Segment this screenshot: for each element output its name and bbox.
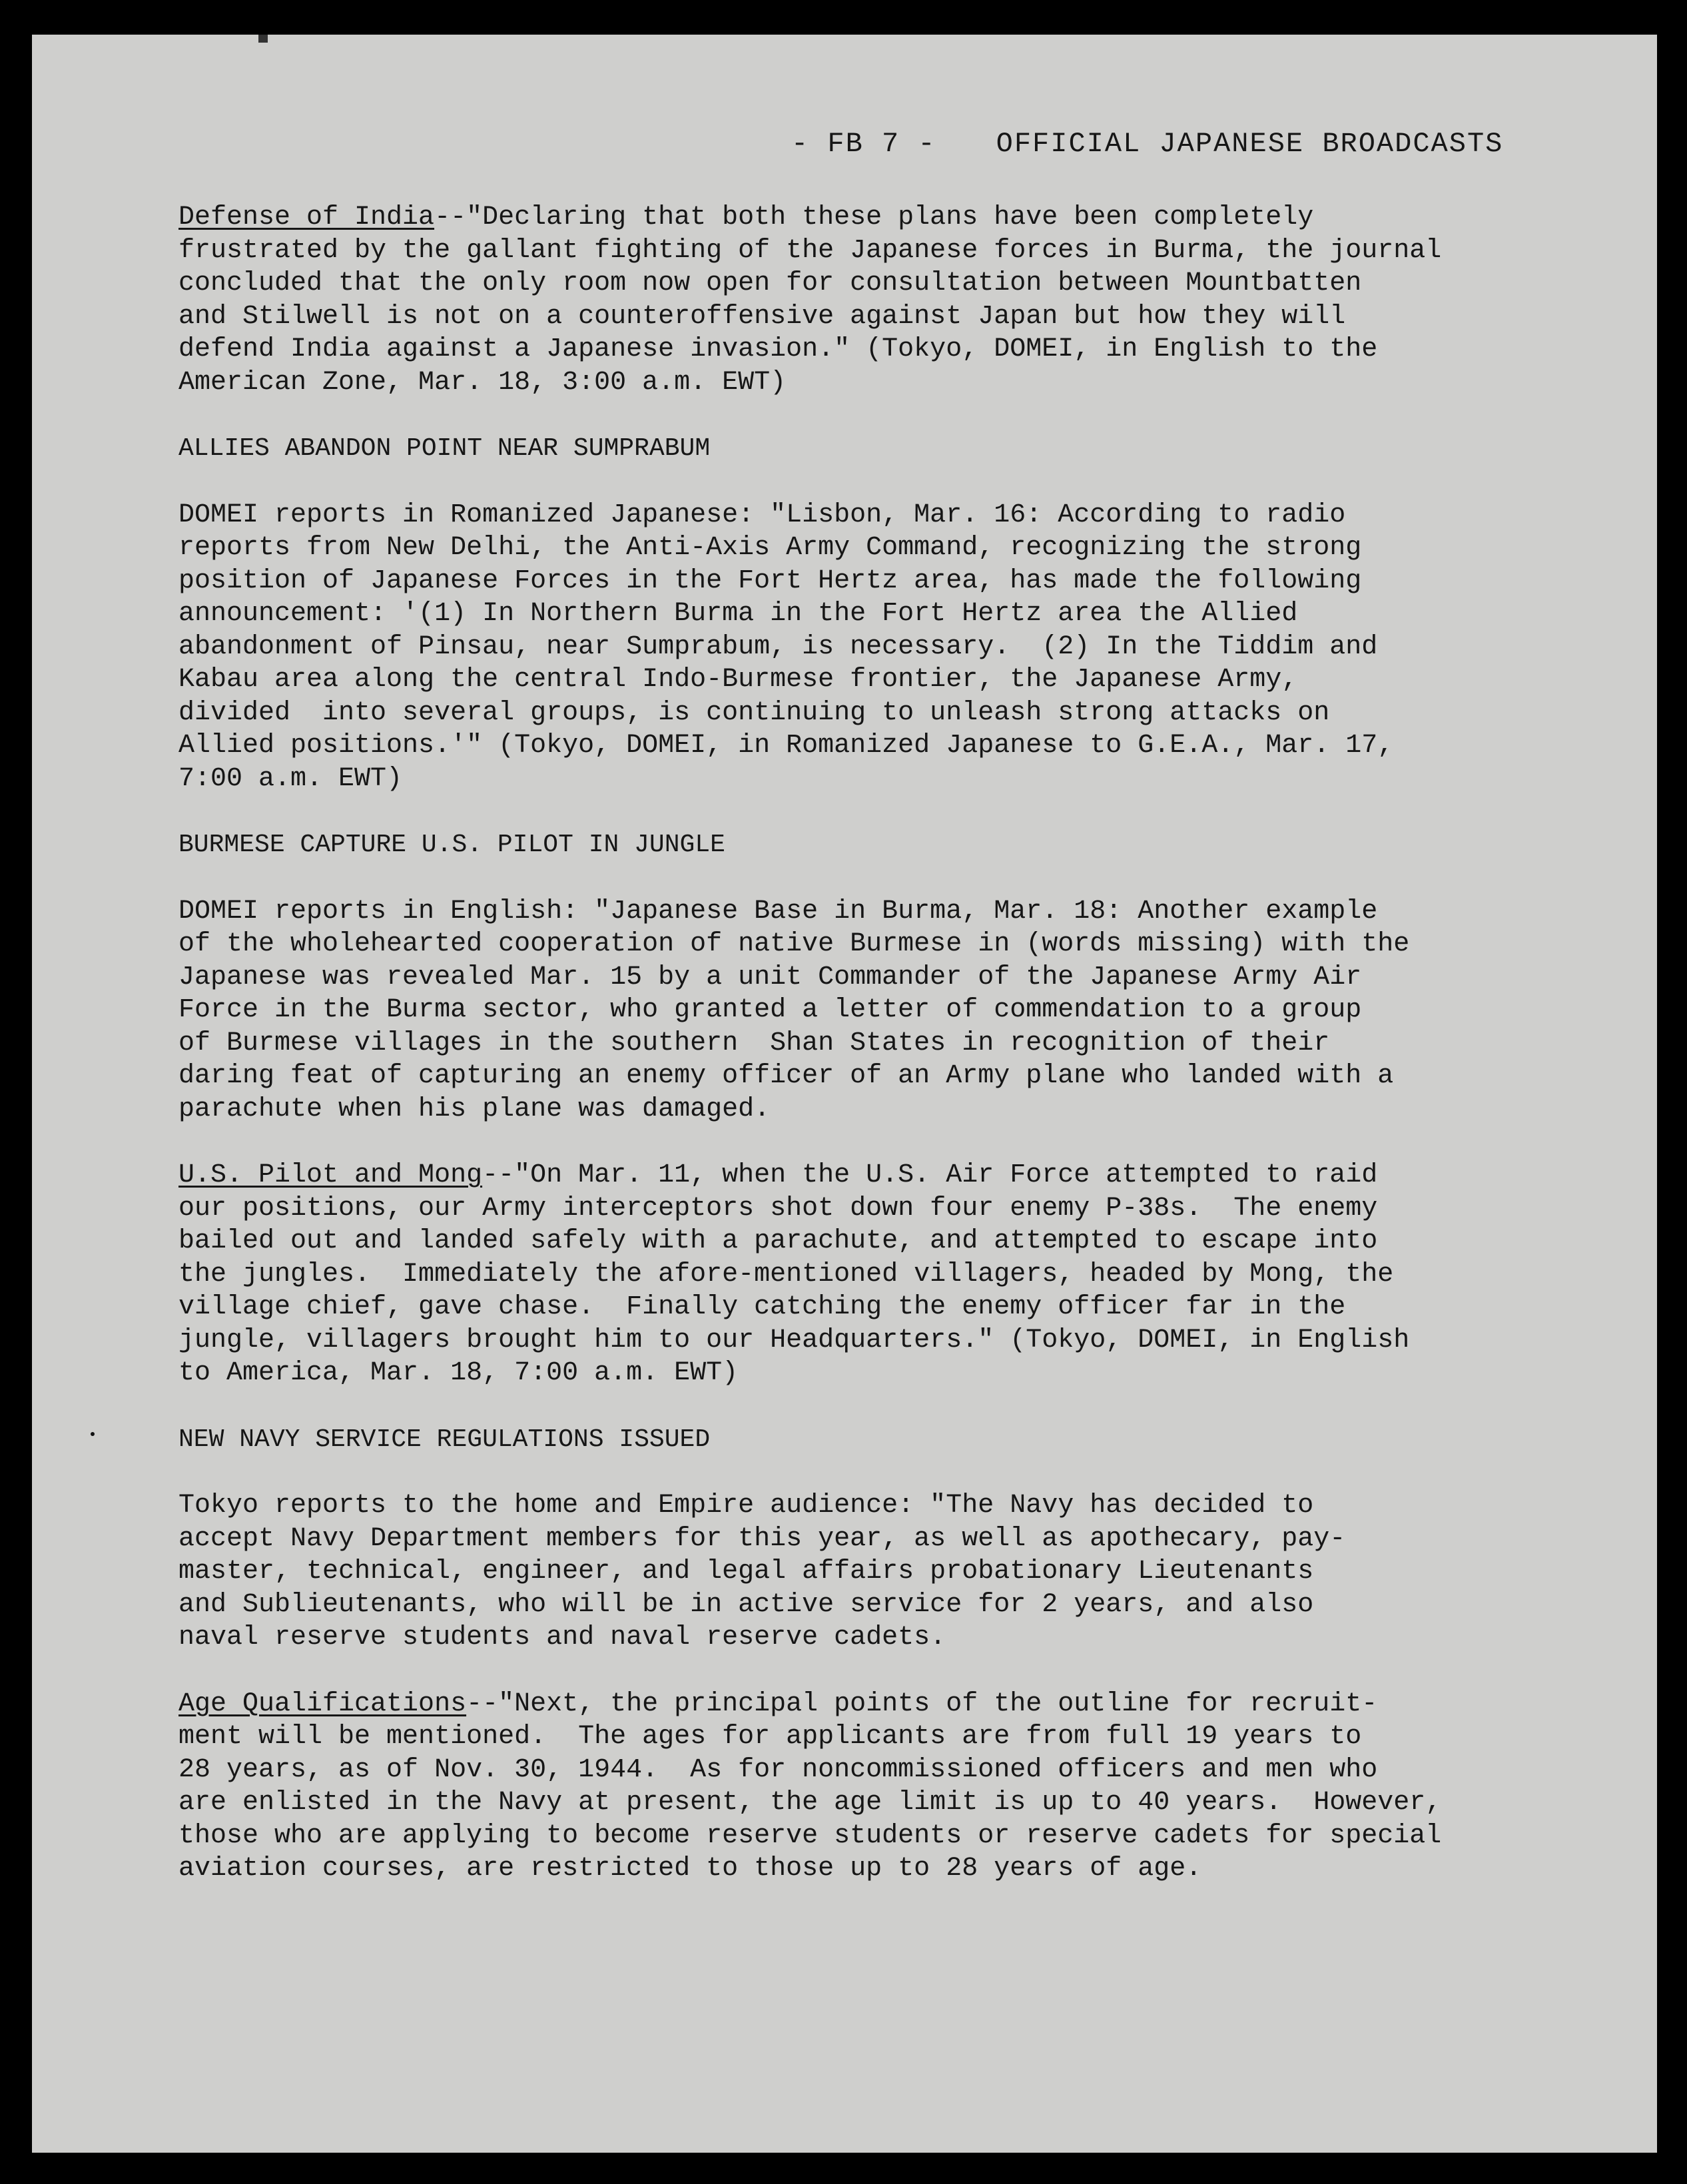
document-page — [32, 35, 1657, 2153]
page-title: OFFICIAL JAPANESE BROADCASTS — [996, 128, 1504, 160]
text-line: village chief, gave chase. Finally catching the enemy officer far in the — [178, 1292, 1346, 1322]
text-line: ment will be mentioned. The ages for applicants are from full 19 years to — [178, 1722, 1362, 1752]
section-heading-navy-regulations: NEW NAVY SERVICE REGULATIONS ISSUED — [178, 1425, 711, 1454]
paragraph-lead-age-qualifications: Age Qualifications — [178, 1688, 467, 1719]
paragraph-lead-defense-of-india: Defense of India — [178, 202, 435, 232]
text-line: and Stilwell is not on a counteroffensive against Japan but how they will — [178, 301, 1346, 332]
page-number: - FB 7 - — [791, 128, 936, 160]
text-line: concluded that the only room now open for consultation between Mountbatten — [178, 268, 1362, 298]
text-line: reports from New Delhi, the Anti-Axis Army Command, recognizing the strong — [178, 533, 1362, 563]
text-line: defend India against a Japanese invasion." (Tokyo, DOMEI, in English to the — [178, 334, 1378, 364]
text-line: abandonment of Pinsau, near Sumprabum, is necessary. (2) In the Tiddim and — [178, 631, 1378, 662]
text-line: of the wholehearted cooperation of native Burmese in (words missing) with the — [178, 929, 1410, 959]
text-line: and Sublieutenants, who will be in active service for 2 years, and also — [178, 1589, 1314, 1620]
paragraph-tokyo-navy — [178, 1489, 1584, 1654]
text-line: Allied positions.'" (Tokyo, DOMEI, in Romanized Japanese to G.E.A., Mar. 17, — [178, 731, 1394, 761]
paragraph-domei-english — [178, 895, 1584, 1126]
text-line: Kabau area along the central Indo-Burmese frontier, the Japanese Army, — [178, 665, 1298, 695]
text-line: Age Qualifications--"Next, the principal points of the outline for recruit- — [178, 1688, 1378, 1719]
text-line: Tokyo reports to the home and Empire audience: "The Navy has decided to — [178, 1491, 1314, 1521]
paragraph-defense-of-india — [178, 201, 1584, 399]
text-line: daring feat of capturing an enemy officer of an Army plane who landed with a — [178, 1061, 1394, 1091]
text-line: master, technical, engineer, and legal affairs probationary Lieutenants — [178, 1557, 1314, 1587]
text-line: Japanese was revealed Mar. 15 by a unit Commander of the Japanese Army Air — [178, 962, 1362, 992]
paragraph-lead-us-pilot: U.S. Pilot and Mong — [178, 1160, 483, 1190]
text-line: our positions, our Army interceptors shot down four enemy P-38s. The enemy — [178, 1193, 1378, 1224]
text-line: the jungles. Immediately the afore-mentioned villagers, headed by Mong, the — [178, 1259, 1394, 1289]
film-edge-mark — [258, 35, 268, 43]
page-header — [791, 128, 1503, 160]
text-line: divided into several groups, is continuing to unleash strong attacks on — [178, 697, 1330, 728]
text-line: accept Navy Department members for this year, as well as apothecary, pay- — [178, 1523, 1346, 1554]
text-line: of Burmese villages in the southern Shan States in recognition of their — [178, 1028, 1330, 1058]
paragraph-age-qualifications — [178, 1688, 1584, 1886]
text-line: aviation courses, are restricted to those up to 28 years of age. — [178, 1854, 1202, 1884]
text-line: jungle, villagers brought him to our Headquarters." (Tokyo, DOMEI, in English — [178, 1325, 1410, 1355]
text-line: are enlisted in the Navy at present, the age limit is up to 40 years. However, — [178, 1788, 1442, 1818]
section-heading-allies-abandon: ALLIES ABANDON POINT NEAR SUMPRABUM — [178, 434, 711, 463]
text-line: Defense of India--"Declaring that both these plans have been completely — [178, 202, 1314, 232]
document-body — [178, 201, 1584, 1886]
text-line: U.S. Pilot and Mong--"On Mar. 11, when the U.S. Air Force attempted to raid — [178, 1160, 1378, 1190]
text-line: 28 years, as of Nov. 30, 1944. As for noncommissioned officers and men who — [178, 1754, 1378, 1785]
text-line: DOMEI reports in English: "Japanese Base in Burma, Mar. 18: Another example — [178, 896, 1378, 926]
text-line: DOMEI reports in Romanized Japanese: "Lisbon, Mar. 16: According to radio — [178, 500, 1346, 530]
paragraph-us-pilot-and-mong — [178, 1159, 1584, 1390]
text-line: naval reserve students and naval reserve cadets. — [178, 1623, 946, 1652]
text-line: announcement: '(1) In Northern Burma in the Fort Hertz area the Allied — [178, 599, 1298, 629]
text-line: position of Japanese Forces in the Fort Hertz area, has made the following — [178, 565, 1362, 596]
paragraph-domei-romanized — [178, 499, 1584, 796]
text-line: frustrated by the gallant fighting of the Japanese forces in Burma, the journal — [178, 235, 1442, 266]
ink-speck — [91, 1432, 95, 1436]
text-line: bailed out and landed safely with a parachute, and attempted to escape into — [178, 1226, 1378, 1256]
text-line: Force in the Burma sector, who granted a letter of commendation to a group — [178, 995, 1362, 1025]
text-line: to America, Mar. 18, 7:00 a.m. EWT) — [178, 1358, 739, 1388]
text-line: 7:00 a.m. EWT) — [178, 763, 403, 794]
text-line: American Zone, Mar. 18, 3:00 a.m. EWT) — [178, 367, 787, 398]
text-line: those who are applying to become reserve students or reserve cadets for special — [178, 1820, 1442, 1851]
text-line: parachute when his plane was damaged. — [178, 1094, 771, 1124]
section-heading-burmese-capture: BURMESE CAPTURE U.S. PILOT IN JUNGLE — [178, 831, 725, 859]
